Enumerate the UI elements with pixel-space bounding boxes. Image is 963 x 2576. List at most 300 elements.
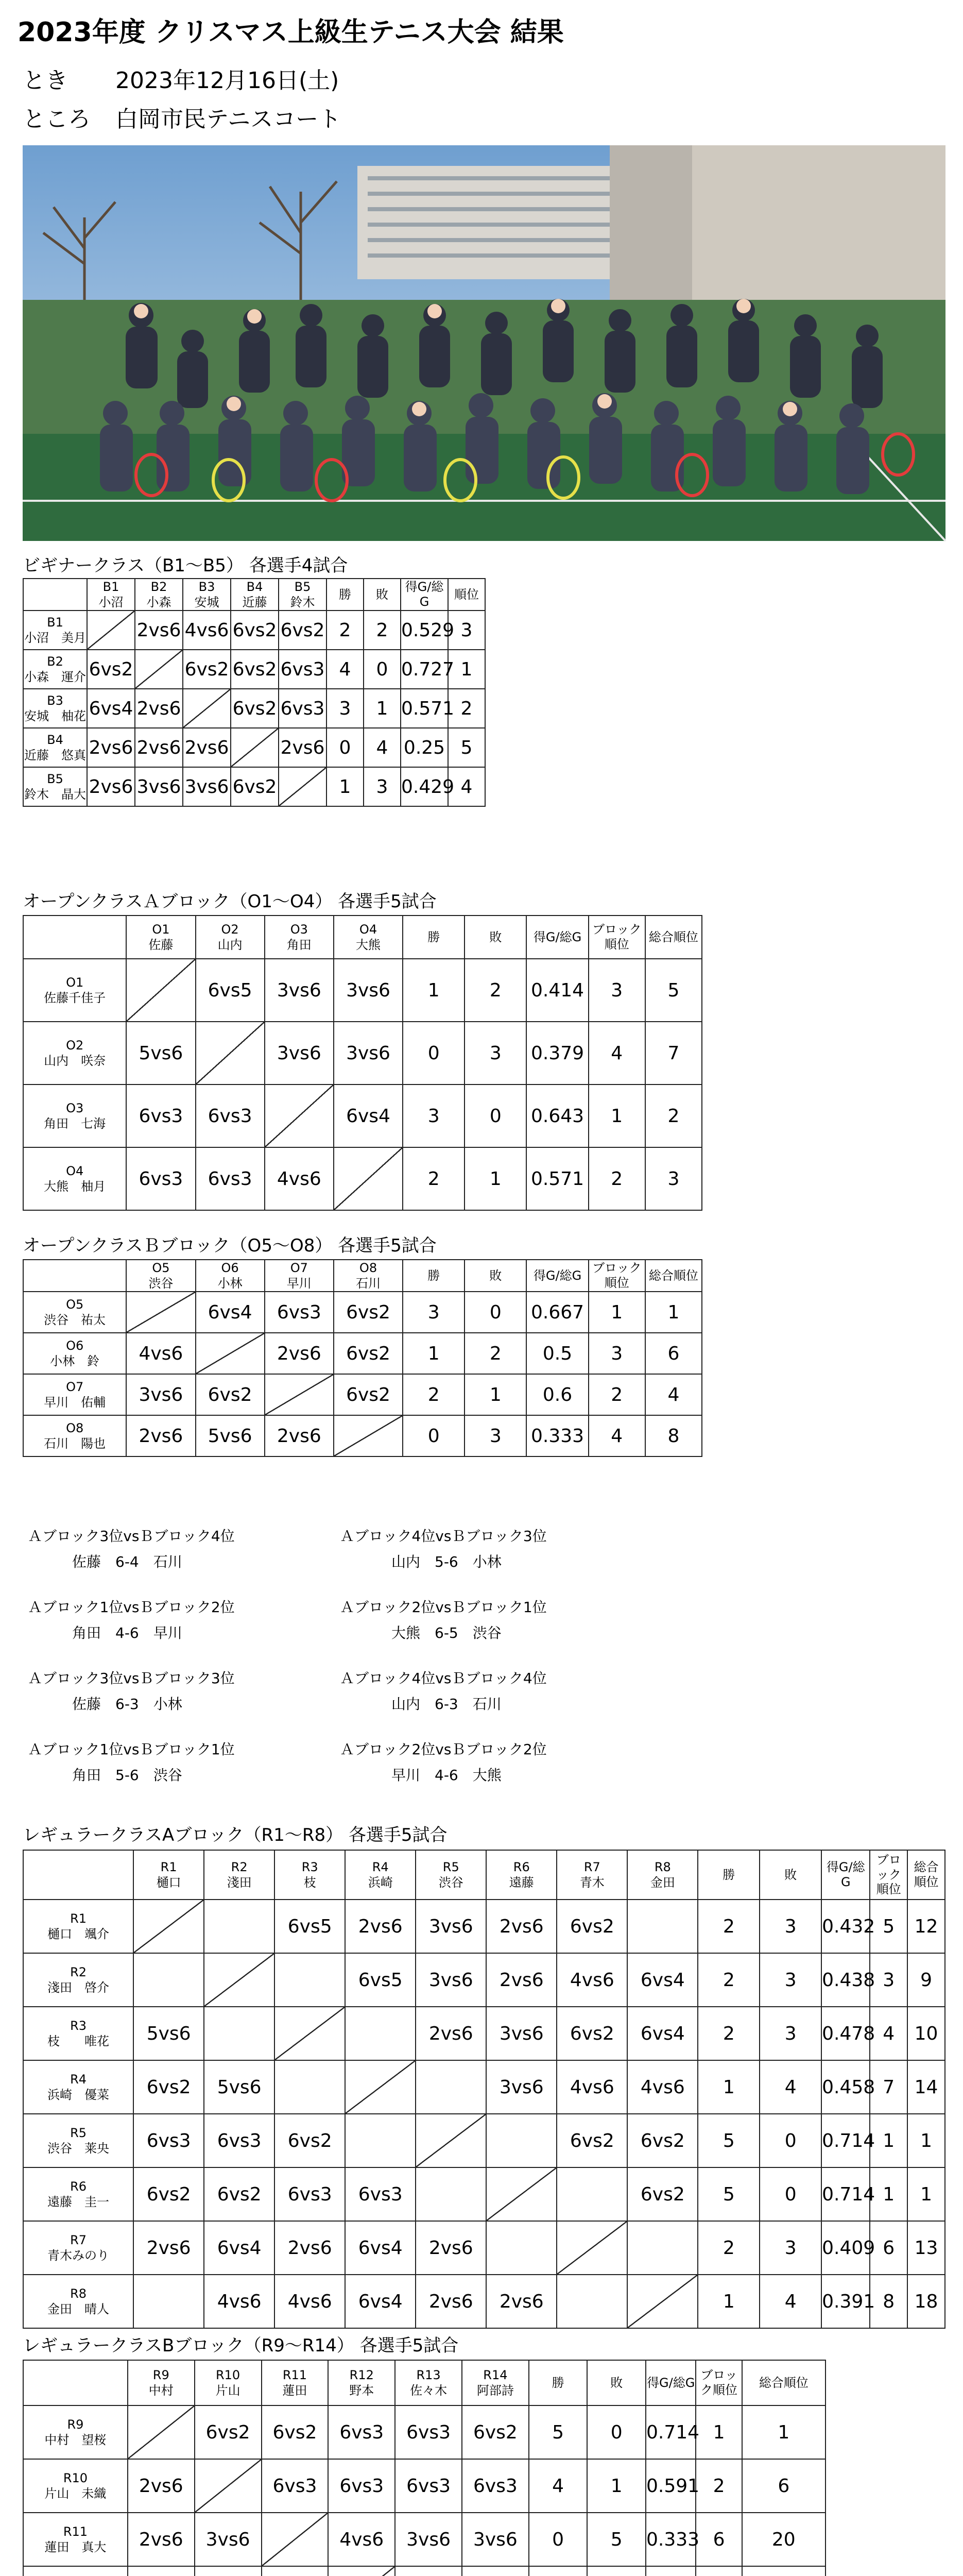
score-cell: 3vs6 — [486, 2007, 557, 2060]
stat-cell: 2 — [364, 611, 401, 650]
player-code: O3 — [290, 922, 308, 937]
score-cell: 6vs2 — [262, 2405, 329, 2459]
open-a-results-table — [23, 915, 702, 1211]
player-name-cell — [23, 2007, 133, 2060]
stat-cell: 1 — [742, 2405, 826, 2459]
self-match-cell — [183, 689, 231, 728]
stat-cell: 0.438 — [821, 1953, 870, 2007]
score-cell: 6vs3 — [126, 1084, 195, 1147]
stat-cell: 2 — [403, 1374, 465, 1415]
score-cell: 6vs2 — [183, 650, 231, 689]
player-short-name: 大熊 — [356, 938, 381, 952]
player-header-cell — [204, 1850, 274, 1900]
stat-header-cell: 得G/総G — [401, 579, 448, 611]
stat-header-cell: 敗 — [760, 1850, 821, 1900]
player-header-cell — [126, 916, 195, 959]
score-cell: 6vs2 — [195, 2405, 262, 2459]
self-match-cell — [204, 1953, 274, 2007]
stat-cell: 2 — [589, 1374, 645, 1415]
score-cell: 2vs6 — [87, 767, 135, 806]
player-short-name: 佐々木 — [410, 2383, 448, 2398]
stat-cell: 3 — [760, 1900, 821, 1953]
table-header-row — [23, 1260, 702, 1292]
score-cell: 3vs6 — [395, 2513, 462, 2566]
stat-header-cell: 総合順位 — [645, 916, 702, 959]
stat-cell: 0.571 — [401, 689, 448, 728]
score-cell: 6vs2 — [334, 1374, 403, 1415]
score-cell: 6vs4 — [87, 689, 135, 728]
stat-cell — [587, 2566, 646, 2576]
stat-cell: 0 — [403, 1415, 465, 1456]
stat-cell: 0 — [403, 1022, 465, 1084]
player-code: R5 — [442, 1860, 459, 1874]
score-cell — [557, 2275, 627, 2328]
player-code: R14 — [483, 2368, 508, 2382]
player-short-name: 小沼 — [98, 595, 124, 609]
score-cell: 6vs3 — [204, 2114, 274, 2167]
player-full-name: 淺田 啓介 — [47, 1980, 110, 1995]
stat-cell: 3 — [403, 1292, 465, 1333]
stat-cell: 1 — [907, 2167, 945, 2221]
stat-cell: 0.333 — [646, 2513, 696, 2566]
table-row — [23, 650, 485, 689]
player-name-cell — [23, 728, 87, 767]
player-code: O8 — [359, 1261, 377, 1275]
stat-cell: 1 — [448, 650, 485, 689]
player-full-name: 渋谷 祐太 — [44, 1313, 106, 1327]
self-match-cell — [328, 2566, 395, 2576]
table-row — [23, 2459, 826, 2513]
self-match-cell — [274, 2007, 345, 2060]
stat-cell: 7 — [870, 2060, 907, 2114]
score-cell: 6vs4 — [204, 2221, 274, 2275]
player-code: R6 — [70, 2179, 87, 2194]
crossover-match-title: Ａブロック4位vsＢブロック3位 — [340, 1528, 547, 1545]
score-cell — [204, 1900, 274, 1953]
player-short-name: 鈴木 — [290, 595, 315, 609]
player-header-cell — [195, 2360, 262, 2405]
score-cell: 6vs2 — [204, 2167, 274, 2221]
player-code: R6 — [513, 1860, 530, 1874]
score-cell — [627, 2221, 698, 2275]
player-header-cell — [265, 916, 334, 959]
stat-cell: 6 — [696, 2513, 742, 2566]
player-name-cell — [23, 2405, 128, 2459]
stat-header-cell: ブロック順位 — [589, 1260, 645, 1292]
stat-cell: 1 — [589, 1292, 645, 1333]
score-cell: 4vs6 — [557, 2060, 627, 2114]
stat-cell: 3 — [760, 2007, 821, 2060]
stat-cell: 5 — [529, 2405, 588, 2459]
table-row — [23, 1415, 702, 1456]
place-value: 白岡市民テニスコート — [115, 106, 341, 132]
crossover-match-result: 山内 6-3 石川 — [391, 1696, 502, 1713]
self-match-cell — [196, 1333, 265, 1374]
date-label: とき — [23, 67, 68, 94]
table-row — [23, 1374, 702, 1415]
stat-cell: 4 — [364, 728, 401, 767]
stat-cell: 0.429 — [401, 767, 448, 806]
stat-cell: 6 — [870, 2221, 907, 2275]
stat-cell: 7 — [645, 1022, 702, 1084]
score-cell — [486, 2221, 557, 2275]
score-cell: 3vs6 — [265, 1022, 334, 1084]
player-code: R9 — [152, 2368, 169, 2382]
self-match-cell — [279, 767, 326, 806]
regular-a-title: レギュラークラスAブロック（R1～R8） 各選手5試合 — [23, 1825, 448, 1845]
group-photo-illustration — [23, 145, 945, 541]
stat-cell: 3 — [465, 1415, 526, 1456]
crossover-match-title: Ａブロック2位vsＢブロック2位 — [340, 1741, 547, 1758]
stat-cell: 2 — [698, 2007, 760, 2060]
score-cell: 4vs6 — [265, 1147, 334, 1210]
table-row — [23, 959, 702, 1022]
stat-cell: 4 — [645, 1374, 702, 1415]
player-header-cell — [279, 579, 326, 611]
stat-cell: 4 — [589, 1415, 645, 1456]
score-cell: 6vs2 — [334, 1292, 403, 1333]
player-name-cell — [23, 2114, 133, 2167]
stat-header-cell: 勝 — [403, 916, 465, 959]
self-match-cell — [195, 2459, 262, 2513]
player-name-cell — [23, 2513, 128, 2566]
player-full-name: 遠藤 圭一 — [47, 2195, 110, 2209]
self-match-cell — [133, 1900, 204, 1953]
self-match-cell — [126, 959, 195, 1022]
player-short-name: 佐藤 — [148, 938, 174, 952]
table-header-row — [23, 916, 702, 959]
score-cell: 6vs3 — [274, 2167, 345, 2221]
score-cell — [462, 2566, 529, 2576]
date-value: 2023年12月16日(土) — [115, 67, 339, 94]
player-name-cell — [23, 959, 126, 1022]
score-cell: 4vs6 — [183, 611, 231, 650]
player-full-name: 蓮田 真大 — [44, 2540, 107, 2554]
stat-cell: 6 — [645, 1333, 702, 1374]
stat-cell — [696, 2566, 742, 2576]
player-header-cell — [274, 1850, 345, 1900]
player-short-name: 中村 — [148, 2383, 174, 2398]
stat-cell: 8 — [870, 2275, 907, 2328]
score-cell — [133, 2275, 204, 2328]
player-short-name: 片山 — [215, 2383, 240, 2398]
player-short-name: 野本 — [349, 2383, 374, 2398]
player-name-cell — [23, 2275, 133, 2328]
stat-cell: 3 — [870, 1953, 907, 2007]
player-short-name: 蓮田 — [282, 2383, 307, 2398]
player-full-name: 青木みのり — [47, 2248, 110, 2263]
table-row — [23, 1084, 702, 1147]
stat-cell: 3 — [645, 1147, 702, 1210]
stat-cell: 4 — [760, 2060, 821, 2114]
corner-cell — [23, 2360, 128, 2405]
player-code: R2 — [231, 1860, 248, 1874]
table-header-row — [23, 1850, 945, 1900]
table-row — [23, 1333, 702, 1374]
score-cell: 6vs2 — [196, 1374, 265, 1415]
page-title: 2023年度 クリスマス上級生テニス大会 結果 — [18, 17, 564, 48]
player-full-name: 金田 晴人 — [47, 2302, 110, 2316]
player-short-name: 安城 — [194, 595, 219, 609]
player-name-cell — [23, 2060, 133, 2114]
player-code: O4 — [66, 1164, 84, 1178]
stat-cell: 2 — [698, 1953, 760, 2007]
score-cell — [128, 2566, 195, 2576]
stat-cell: 0.379 — [526, 1022, 588, 1084]
stat-cell: 1 — [645, 1292, 702, 1333]
stat-cell: 0.529 — [401, 611, 448, 650]
regular-b-title: レギュラークラスBブロック（R9～R14） 各選手5試合 — [23, 2335, 459, 2356]
stat-cell: 2 — [326, 611, 364, 650]
player-code: R4 — [70, 2072, 87, 2087]
stat-cell: 1 — [696, 2405, 742, 2459]
player-code: R12 — [349, 2368, 374, 2382]
score-cell: 6vs3 — [196, 1084, 265, 1147]
score-cell: 2vs6 — [133, 2221, 204, 2275]
self-match-cell — [345, 2060, 416, 2114]
stat-header-cell: 敗 — [465, 1260, 526, 1292]
group-photo — [23, 145, 945, 541]
score-cell: 4vs6 — [557, 1953, 627, 2007]
player-name-cell — [23, 1953, 133, 2007]
score-cell: 6vs2 — [334, 1333, 403, 1374]
score-cell: 6vs2 — [133, 2167, 204, 2221]
stat-cell: 2 — [403, 1147, 465, 1210]
table-row — [23, 2405, 826, 2459]
player-short-name: 小林 — [217, 1276, 243, 1291]
player-name-cell — [23, 1900, 133, 1953]
stat-header-cell: 勝 — [529, 2360, 588, 2405]
stat-cell: 0.391 — [821, 2275, 870, 2328]
score-cell: 3vs6 — [195, 2513, 262, 2566]
crossover-match-title: Ａブロック4位vsＢブロック4位 — [340, 1670, 547, 1687]
stat-cell: 5 — [448, 728, 485, 767]
stat-cell: 2 — [698, 1900, 760, 1953]
date-line — [23, 62, 339, 95]
score-cell: 4vs6 — [204, 2275, 274, 2328]
table-row — [23, 2114, 945, 2167]
place-label: ところ — [23, 106, 91, 132]
table-row — [23, 2221, 945, 2275]
player-code: O2 — [221, 922, 239, 937]
score-cell: 6vs3 — [265, 1292, 334, 1333]
score-cell — [195, 2566, 262, 2576]
player-name-cell — [23, 1333, 126, 1374]
score-cell: 2vs6 — [126, 1415, 195, 1456]
player-full-name: 渋谷 莱央 — [47, 2141, 110, 2156]
stat-header-cell: ブロック順位 — [870, 1850, 907, 1900]
stat-cell: 0.409 — [821, 2221, 870, 2275]
player-short-name: 早川 — [286, 1276, 312, 1291]
player-code: B5 — [294, 580, 311, 594]
player-code: B2 — [150, 580, 167, 594]
stat-cell: 3 — [403, 1084, 465, 1147]
table-row — [23, 1953, 945, 2007]
score-cell: 6vs3 — [133, 2114, 204, 2167]
player-header-cell — [416, 1850, 486, 1900]
player-name-cell — [23, 2221, 133, 2275]
score-cell: 4vs6 — [627, 2060, 698, 2114]
stat-header-cell: 順位 — [448, 579, 485, 611]
player-short-name: 近藤 — [242, 595, 267, 609]
self-match-cell — [627, 2275, 698, 2328]
player-header-cell — [462, 2360, 529, 2405]
player-code: B1 — [47, 615, 63, 630]
player-name-cell — [23, 611, 87, 650]
stat-cell: 0.458 — [821, 2060, 870, 2114]
stat-cell: 4 — [326, 650, 364, 689]
score-cell: 3vs6 — [334, 1022, 403, 1084]
score-cell: 3vs6 — [416, 1900, 486, 1953]
player-full-name: 山内 咲奈 — [44, 1054, 106, 1068]
stat-cell: 0.643 — [526, 1084, 588, 1147]
player-name-cell — [23, 1084, 126, 1147]
score-cell: 6vs5 — [274, 1900, 345, 1953]
stat-cell: 0.432 — [821, 1900, 870, 1953]
stat-cell: 0.714 — [821, 2114, 870, 2167]
stat-cell: 1 — [364, 689, 401, 728]
score-cell: 6vs3 — [345, 2167, 416, 2221]
stat-cell: 0.5 — [526, 1333, 588, 1374]
regular-b-results-table — [23, 2360, 826, 2576]
player-code: O7 — [66, 1380, 84, 1394]
player-short-name: 樋口 — [156, 1875, 181, 1890]
stat-cell: 0.478 — [821, 2007, 870, 2060]
stat-cell: 2 — [465, 1333, 526, 1374]
crossover-match-title: Ａブロック1位vsＢブロック1位 — [28, 1741, 235, 1758]
score-cell — [395, 2566, 462, 2576]
score-cell: 6vs2 — [627, 2114, 698, 2167]
stat-cell: 9 — [907, 1953, 945, 2007]
player-name-cell — [23, 1147, 126, 1210]
player-name-cell — [23, 767, 87, 806]
stat-cell: 4 — [870, 2007, 907, 2060]
score-cell — [486, 2114, 557, 2167]
stat-header-cell: 敗 — [465, 916, 526, 959]
score-cell — [345, 2114, 416, 2167]
score-cell: 6vs4 — [345, 2221, 416, 2275]
player-code: R1 — [160, 1860, 177, 1874]
table-header-row — [23, 2360, 826, 2405]
score-cell: 2vs6 — [274, 2221, 345, 2275]
player-header-cell — [627, 1850, 698, 1900]
stat-cell: 0.714 — [821, 2167, 870, 2221]
stat-cell: 2 — [645, 1084, 702, 1147]
player-full-name: 浜崎 優菜 — [47, 2088, 110, 2102]
player-code: O8 — [66, 1421, 84, 1435]
self-match-cell — [557, 2221, 627, 2275]
stat-cell: 3 — [589, 1333, 645, 1374]
player-short-name: 淺田 — [227, 1875, 252, 1890]
player-code: B4 — [47, 733, 63, 747]
player-code: O5 — [66, 1297, 84, 1312]
player-header-cell — [128, 2360, 195, 2405]
score-cell — [262, 2566, 329, 2576]
score-cell: 6vs2 — [557, 2114, 627, 2167]
player-code: R8 — [70, 2286, 87, 2301]
table-row — [23, 611, 485, 650]
player-short-name: 角田 — [286, 938, 312, 952]
score-cell: 3vs6 — [265, 959, 334, 1022]
crossover-match-result: 佐藤 6-4 石川 — [72, 1553, 182, 1570]
corner-cell — [23, 1260, 126, 1292]
score-cell: 6vs3 — [328, 2459, 395, 2513]
player-code: R5 — [70, 2126, 87, 2140]
stat-cell: 5 — [870, 1900, 907, 1953]
player-code: R7 — [583, 1860, 600, 1874]
score-cell: 3vs6 — [416, 1953, 486, 2007]
player-code: B1 — [102, 580, 119, 594]
score-cell — [274, 2060, 345, 2114]
stat-cell: 0.6 — [526, 1374, 588, 1415]
score-cell: 6vs2 — [133, 2060, 204, 2114]
player-header-cell — [486, 1850, 557, 1900]
stat-cell: 4 — [529, 2459, 588, 2513]
regular-a-results-table — [23, 1850, 945, 2329]
table-row — [23, 2566, 826, 2576]
player-header-cell — [334, 1260, 403, 1292]
stat-cell: 5 — [645, 959, 702, 1022]
stat-header-cell: 勝 — [403, 1260, 465, 1292]
stat-header-cell: 敗 — [587, 2360, 646, 2405]
score-cell: 6vs5 — [196, 959, 265, 1022]
score-cell: 2vs6 — [135, 611, 183, 650]
score-cell: 2vs6 — [128, 2459, 195, 2513]
score-cell — [345, 2007, 416, 2060]
player-name-cell — [23, 689, 87, 728]
stat-cell: 2 — [698, 2221, 760, 2275]
player-full-name: 小林 鈴 — [50, 1354, 100, 1368]
score-cell: 2vs6 — [183, 728, 231, 767]
score-cell: 6vs5 — [345, 1953, 416, 2007]
stat-cell: 0.591 — [646, 2459, 696, 2513]
player-code: B4 — [246, 580, 263, 594]
score-cell: 6vs4 — [345, 2275, 416, 2328]
stat-header-cell: 敗 — [364, 579, 401, 611]
player-code: R3 — [70, 2019, 87, 2033]
player-code: R11 — [63, 2524, 88, 2539]
stat-cell: 3 — [364, 767, 401, 806]
corner-cell — [23, 1850, 133, 1900]
crossover-match-title: Ａブロック2位vsＢブロック1位 — [340, 1599, 547, 1616]
player-short-name: 小森 — [146, 595, 171, 609]
player-code: R7 — [70, 2233, 87, 2247]
player-short-name: 青木 — [579, 1875, 605, 1890]
player-header-cell — [196, 916, 265, 959]
score-cell: 6vs2 — [231, 611, 279, 650]
score-cell: 4vs6 — [328, 2513, 395, 2566]
score-cell: 6vs2 — [462, 2405, 529, 2459]
stat-cell: 0.667 — [526, 1292, 588, 1333]
player-code: O3 — [66, 1101, 84, 1115]
stat-cell: 0 — [364, 650, 401, 689]
self-match-cell — [334, 1415, 403, 1456]
score-cell: 6vs3 — [462, 2459, 529, 2513]
score-cell: 6vs3 — [279, 689, 326, 728]
player-header-cell — [231, 579, 279, 611]
stat-cell: 0 — [465, 1292, 526, 1333]
player-code: R1 — [70, 1911, 87, 1926]
crossover-match-title: Ａブロック1位vsＢブロック2位 — [28, 1599, 235, 1616]
stat-cell: 1 — [465, 1374, 526, 1415]
player-short-name: 山内 — [217, 938, 243, 952]
stat-cell: 0 — [760, 2167, 821, 2221]
player-code: R8 — [654, 1860, 671, 1874]
score-cell: 2vs6 — [416, 2221, 486, 2275]
score-cell: 2vs6 — [416, 2007, 486, 2060]
score-cell: 5vs6 — [204, 2060, 274, 2114]
score-cell: 6vs4 — [627, 1953, 698, 2007]
